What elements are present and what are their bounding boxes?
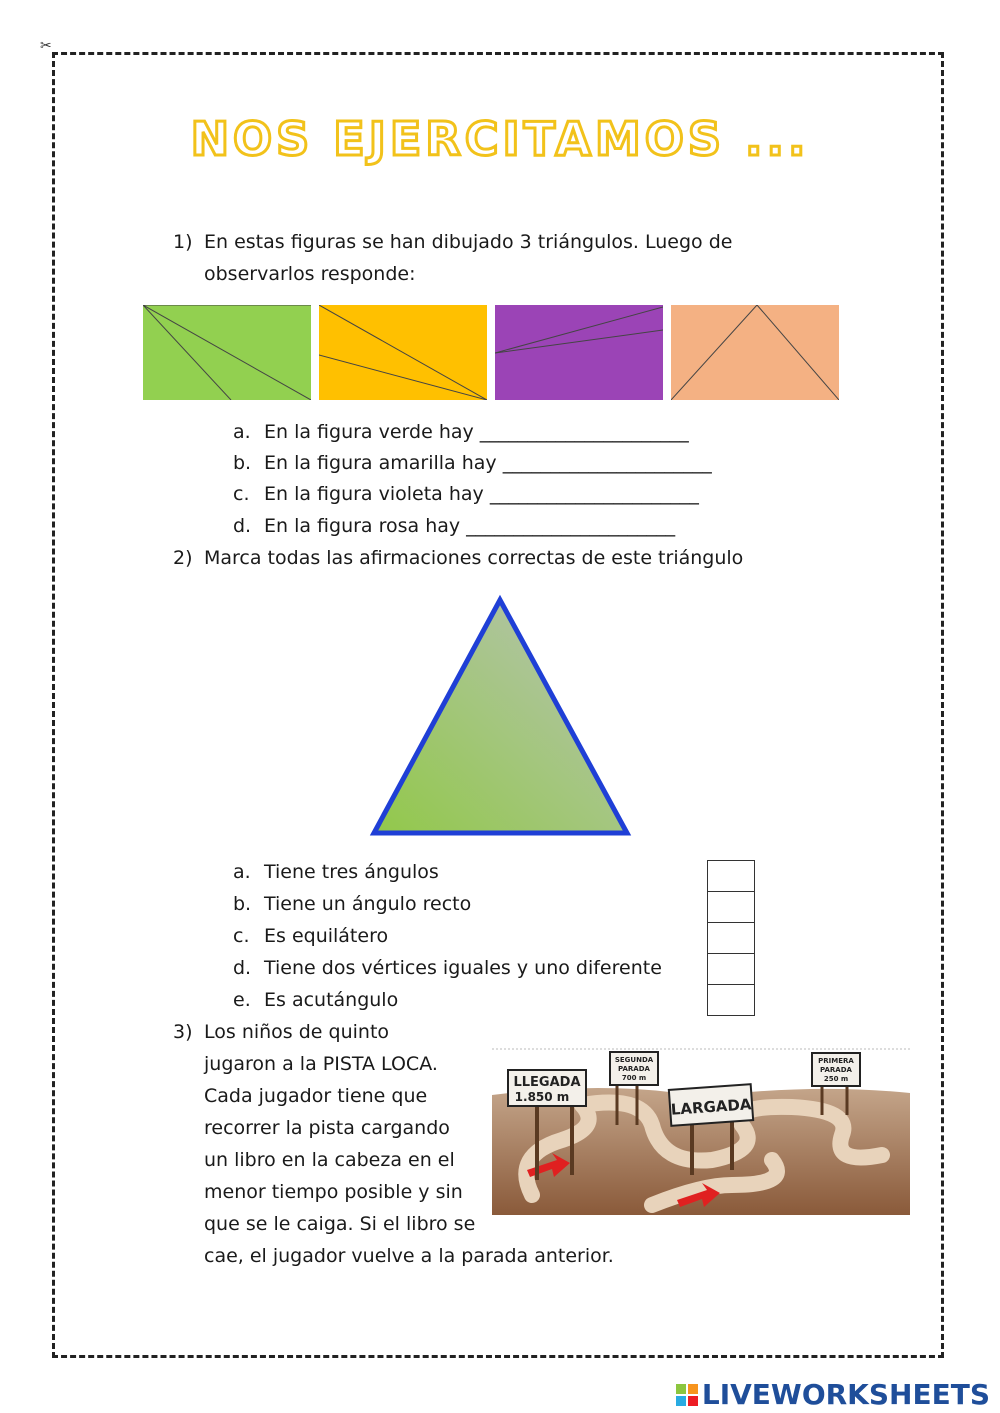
q2-checkbox-d[interactable] (707, 953, 755, 984)
track-illustration (492, 1035, 910, 1215)
q2-text: Marca todas las afirmaciones correctas de este triángulo (204, 547, 744, 569)
q3-line-2: jugaron a la PISTA LOCA. (204, 1053, 438, 1075)
q3-line-7: que se le caiga. Si el libro se (204, 1213, 476, 1235)
q2-checkbox-c[interactable] (707, 922, 755, 953)
page-title: NOS EJERCITAMOS ... (190, 112, 810, 166)
q1-answer-c-letter: c. (233, 483, 250, 505)
green-figure (143, 305, 311, 400)
sign-llegada: LLEGADA (513, 1075, 581, 1090)
q1-answer-d-letter: d. (233, 515, 252, 537)
q3-line-3: Cada jugador tiene que (204, 1085, 428, 1107)
q3-number: 3) (173, 1021, 193, 1043)
sign-llegada-dist: 1.850 m (514, 1090, 570, 1104)
violet-figure (495, 305, 663, 400)
q3-line-1: Los niños de quinto (204, 1021, 390, 1043)
q2-number: 2) (173, 547, 193, 569)
q3-line-4: recorrer la pista cargando (204, 1117, 450, 1139)
sign-primera-parada: PARADA (820, 1066, 852, 1074)
liveworksheets-logo-icon (676, 1384, 698, 1406)
q2-option-b: Tiene un ángulo recto (264, 893, 472, 915)
q1-answer-b[interactable]: En la figura amarilla hay ______________________ (264, 452, 712, 474)
q3-line-8: cae, el jugador vuelve a la parada anterior. (204, 1245, 614, 1267)
sign-segunda-parada: PARADA (618, 1065, 650, 1073)
q3-line-6: menor tiempo posible y sin (204, 1181, 463, 1203)
q1-answer-a-letter: a. (233, 421, 251, 443)
q1-number: 1) (173, 231, 193, 253)
q2-option-b-letter: b. (233, 893, 252, 915)
q2-checkbox-e[interactable] (707, 984, 755, 1016)
triangle-figure (368, 592, 634, 838)
scissors-icon: ✂ (40, 38, 52, 54)
q1-answer-a[interactable]: En la figura verde hay ______________________ (264, 421, 689, 443)
q2-option-e-letter: e. (233, 989, 251, 1011)
q2-option-c-letter: c. (233, 925, 250, 947)
q2-option-a-letter: a. (233, 861, 251, 883)
yellow-figure (319, 305, 487, 400)
q1-answer-d[interactable]: En la figura rosa hay ______________________ (264, 515, 676, 537)
q2-option-c: Es equilátero (264, 925, 389, 947)
brand-name: LIVEWORKSHEETS (701, 1378, 990, 1411)
q1-answer-c[interactable]: En la figura violeta hay ______________________ (264, 483, 699, 505)
sign-primera-dist: 250 m (823, 1075, 849, 1083)
sign-primera: PRIMERA (818, 1057, 854, 1065)
q2-option-d: Tiene dos vértices iguales y uno diferente (264, 957, 662, 979)
q2-option-d-letter: d. (233, 957, 252, 979)
sign-largada: LARGADA (670, 1095, 753, 1119)
q2-checkbox-a[interactable] (707, 860, 755, 891)
q1-answer-b-letter: b. (233, 452, 252, 474)
pink-figure (671, 305, 839, 400)
q2-option-a: Tiene tres ángulos (264, 861, 439, 883)
q2-checkbox-b[interactable] (707, 891, 755, 922)
q1-text-line2: observarlos responde: (204, 263, 416, 285)
q3-line-5: un libro en la cabeza en el (204, 1149, 455, 1171)
sign-segunda-dist: 700 m (621, 1074, 647, 1082)
q1-text-line1: En estas figuras se han dibujado 3 triángulos. Luego de (204, 231, 733, 253)
sign-segunda: SEGUNDA (614, 1056, 654, 1064)
liveworksheets-brand (676, 1378, 990, 1411)
q2-checkboxes (707, 860, 755, 1016)
q2-option-e: Es acutángulo (264, 989, 399, 1011)
